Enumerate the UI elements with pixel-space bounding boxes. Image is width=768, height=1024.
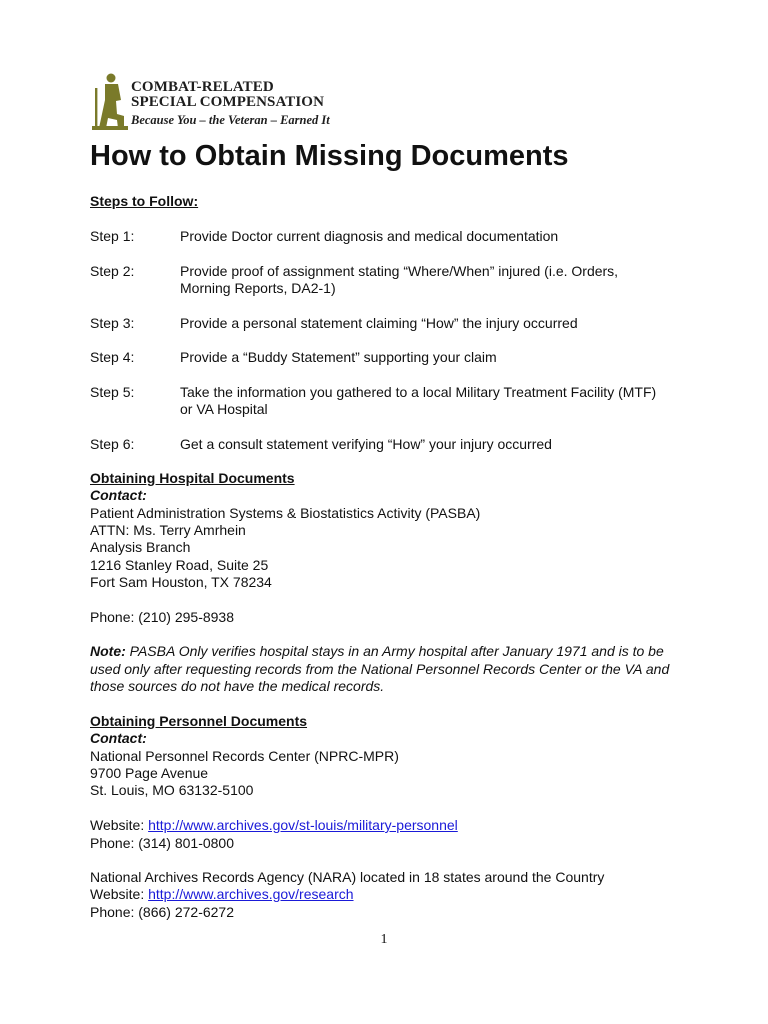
soldier-silhouette-icon <box>90 70 130 132</box>
hospital-contact-label: Contact: <box>90 487 147 503</box>
list-item <box>90 263 690 298</box>
step-label: Step 6: <box>90 435 135 452</box>
crsc-logo <box>90 70 350 132</box>
website-label: Website: <box>90 817 149 833</box>
page-title: How to Obtain Missing Documents <box>90 140 569 172</box>
hospital-address-line: Fort Sam Houston, TX 78234 <box>90 574 272 590</box>
logo-tagline: Because You – the Veteran – Earned It <box>131 113 330 127</box>
nara-website-row <box>90 886 354 904</box>
personnel-contact-label: Contact: <box>90 730 147 746</box>
personnel-website-row <box>90 817 458 835</box>
hospital-address-line: Analysis Branch <box>90 539 191 555</box>
hospital-phone: Phone: (210) 295-8938 <box>90 609 234 625</box>
hospital-address-line: ATTN: Ms. Terry Amrhein <box>90 522 246 538</box>
step-text: Provide proof of assignment stating “Where/When” injured (i.e. Orders, Morning Reports, DA2-1) <box>180 262 619 296</box>
step-label: Step 3: <box>90 314 135 331</box>
list-item <box>90 436 690 454</box>
nara-website-link[interactable]: http://www.archives.gov/research <box>148 886 354 902</box>
step-text: Get a consult statement verifying “How” your injury occurred <box>180 435 552 452</box>
step-label: Step 5: <box>90 383 135 400</box>
step-text: Take the information you gathered to a local Military Treatment Facility (MTF) or VA Hospital <box>180 383 657 417</box>
list-item <box>90 384 690 419</box>
logo-line-1: COMBAT-RELATED <box>131 79 274 95</box>
step-text: Provide a “Buddy Statement” supporting your claim <box>180 349 497 365</box>
hospital-note <box>90 643 690 696</box>
nara-phone: Phone: (866) 272-6272 <box>90 904 234 920</box>
list-item <box>90 228 690 246</box>
list-item <box>90 315 690 333</box>
steps-list <box>90 228 690 470</box>
personnel-address-line: St. Louis, MO 63132-5100 <box>90 782 254 798</box>
page-number: 1 <box>380 932 388 947</box>
hospital-heading: Obtaining Hospital Documents <box>90 470 295 486</box>
step-label: Step 1: <box>90 228 135 244</box>
personnel-heading: Obtaining Personnel Documents <box>90 713 308 729</box>
personnel-address-line: National Personnel Records Center (NPRC-MPR) <box>90 748 399 764</box>
npc-website-link[interactable]: http://www.archives.gov/st-louis/military-personnel <box>148 817 458 833</box>
list-item <box>90 349 690 367</box>
hospital-address-line: Patient Administration Systems & Biostatistics Activity (PASBA) <box>90 505 481 521</box>
step-label: Step 4: <box>90 349 135 365</box>
step-label: Step 2: <box>90 262 135 279</box>
nara-line: National Archives Records Agency (NARA) located in 18 states around the Country <box>90 869 605 885</box>
steps-heading: Steps to Follow: <box>90 193 199 209</box>
note-label: Note: <box>90 643 126 659</box>
logo-line-2: SPECIAL COMPENSATION <box>131 94 325 110</box>
personnel-phone: Phone: (314) 801-0800 <box>90 835 234 851</box>
hospital-address-line: 1216 Stanley Road, Suite 25 <box>90 557 269 573</box>
personnel-address-line: 9700 Page Avenue <box>90 765 209 781</box>
note-text: PASBA Only verifies hospital stays in an Army hospital after January 1971 and is to be used only after requesting records from the National Personnel Records Center or the VA and those sources do not have the medical records. <box>90 643 670 694</box>
website-label: Website: <box>90 886 149 902</box>
step-text: Provide Doctor current diagnosis and medical documentation <box>180 228 559 244</box>
step-text: Provide a personal statement claiming “How” the injury occurred <box>180 314 578 331</box>
